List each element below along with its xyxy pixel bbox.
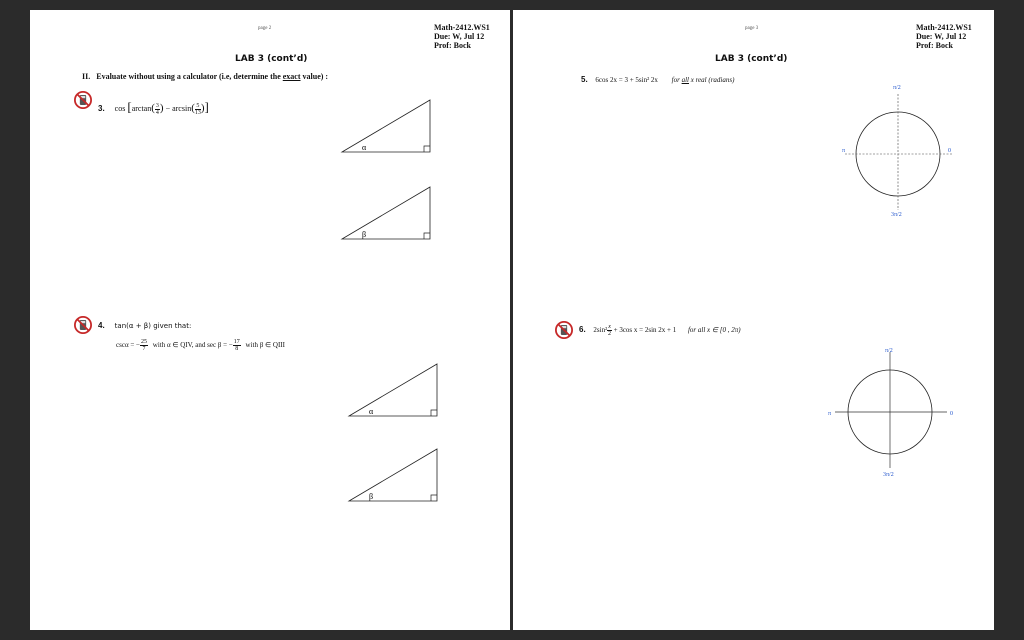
axis-label-top: π/2 xyxy=(885,348,893,354)
course-code: Math-2412.WS1 xyxy=(916,23,972,32)
section-instruction xyxy=(82,72,328,81)
angle-label: β xyxy=(362,230,367,239)
page-number: page 2 xyxy=(258,26,272,31)
header-block xyxy=(916,23,972,50)
fraction-x-2: $\frac{x}{2}$ xyxy=(608,324,612,337)
triangle-beta-1 xyxy=(340,185,440,245)
triangle-alpha-1 xyxy=(340,98,440,158)
triangle-alpha-2 xyxy=(347,362,447,422)
sec-condition: with α ∈ QIV, and sec β = − xyxy=(152,341,233,350)
angle-label: α xyxy=(369,407,374,416)
unit-circle-1 xyxy=(833,82,963,220)
axis-label-left: π xyxy=(828,411,832,417)
question-4-conditions xyxy=(116,339,285,352)
fraction-25-7: $\frac{25}{7}$ xyxy=(141,339,148,352)
course-code: Math-2412.WS1 xyxy=(434,23,490,32)
axis-label-right: 0 xyxy=(948,148,951,154)
question-expression: tan(α + β) given that: xyxy=(114,322,192,330)
equation-rhs: + 3cos x = 2sin 2x + 1 xyxy=(613,326,677,335)
header-block xyxy=(434,23,490,50)
quadrant-condition: with β ∈ QIII xyxy=(245,341,285,350)
professor: Prof: Bock xyxy=(434,41,471,50)
section-exact: exact xyxy=(282,72,301,81)
axis-label-left: π xyxy=(842,148,846,154)
question-4 xyxy=(98,321,191,330)
section-number: II. xyxy=(82,72,91,81)
question-number: 5. xyxy=(581,75,588,84)
axis-label-top: π/2 xyxy=(893,85,901,91)
arctan-fn: arctan xyxy=(131,104,152,113)
no-calculator-icon xyxy=(74,316,92,334)
section-text-end: value) : xyxy=(300,72,329,81)
question-3: 3. cos [arctan( $\frac{3}{4}$ ) − arcsin( $\frac{5}{13}$ )] xyxy=(98,99,209,116)
no-calculator-icon xyxy=(555,321,573,339)
fraction-3-4: $\frac{3}{4}$ xyxy=(155,102,159,116)
question-number: 4. xyxy=(98,321,105,330)
worksheet-page-2 xyxy=(30,10,510,630)
axis-label-bottom: 3π/2 xyxy=(883,472,894,478)
angle-label: β xyxy=(369,492,374,501)
due-date: Due: W, Jul 12 xyxy=(916,32,967,41)
question-number: 6. xyxy=(579,325,586,335)
angle-label: α xyxy=(362,143,367,152)
due-date: Due: W, Jul 12 xyxy=(434,32,485,41)
axis-label-right: 0 xyxy=(950,411,953,417)
question-5 xyxy=(581,75,734,84)
domain-note: for all x real (radians) xyxy=(671,76,735,84)
question-equation: 6cos 2x = 3 + 5sin² 2x xyxy=(595,76,658,84)
no-calculator-icon xyxy=(74,91,92,109)
equation-lhs: 2sin² xyxy=(593,326,608,335)
fraction-5-13: $\frac{5}{13}$ xyxy=(194,102,201,116)
worksheet-page-3 xyxy=(513,10,994,630)
section-text-start: Evaluate without using a calculator (i.e, determine the xyxy=(96,72,283,81)
professor: Prof: Bock xyxy=(916,41,953,50)
fraction-17-8: $\frac{17}{8}$ xyxy=(233,339,240,352)
page-number: page 3 xyxy=(745,26,759,31)
question-6 xyxy=(579,324,741,337)
lab-title: LAB 3 (cont’d) xyxy=(235,54,308,64)
unit-circle-2 xyxy=(823,340,963,480)
axis-label-bottom: 3π/2 xyxy=(891,212,902,218)
lab-title: LAB 3 (cont’d) xyxy=(715,54,788,64)
cos-fn: cos xyxy=(114,104,126,113)
arcsin-fn: arcsin xyxy=(172,104,192,113)
question-number: 3. xyxy=(98,104,105,113)
csc-condition: cscα = − xyxy=(116,341,141,350)
minus-sign: − xyxy=(165,104,171,113)
triangle-beta-2 xyxy=(347,447,447,507)
domain-note: for all x ∈ [0 , 2π) xyxy=(687,326,741,335)
